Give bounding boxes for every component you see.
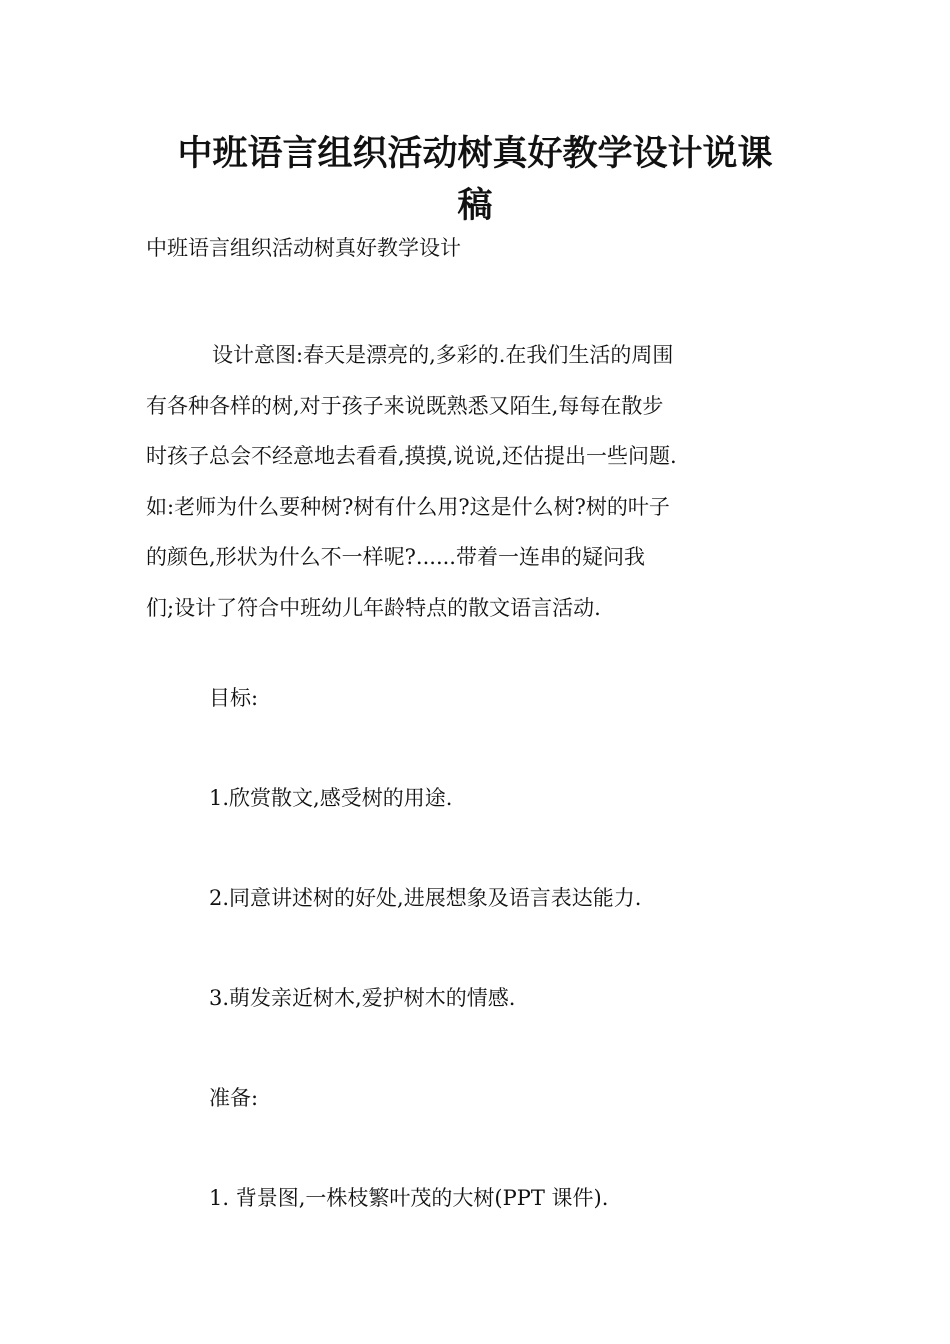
design-intent-paragraph [146, 330, 811, 634]
paragraph-line: 如:老师为什么要种树?树有什么用?这是什么树?树的叶子 [146, 494, 670, 519]
prep-item: 1. 背景图,一株枝繁叶茂的大树(PPT 课件). [209, 1186, 609, 1210]
paragraph-line: 的颜色,形状为什么不一样呢?......带着一连串的疑问我 [146, 545, 645, 570]
paragraph-line: 们;设计了符合中班幼儿年龄特点的散文语言活动. [146, 595, 601, 620]
goal-item: 1.欣赏散文,感受树的用途. [209, 786, 453, 810]
document-title [120, 128, 830, 232]
title-line-2: 稿 [457, 186, 493, 226]
title-line-1: 中班语言组织活动树真好教学设计说课 [177, 134, 773, 174]
goal-item: 2.同意讲述树的好处,进展想象及语言表达能力. [209, 886, 642, 910]
paragraph-line: 有各种各样的树,对于孩子来说既熟悉又陌生,每每在散步 [146, 393, 664, 418]
goal-item: 3.萌发亲近树木,爱护树木的情感. [209, 986, 516, 1010]
document-subtitle: 中班语言组织活动树真好教学设计 [146, 236, 461, 260]
paragraph-line: 设计意图:春天是漂亮的,多彩的.在我们生活的周围 [212, 343, 674, 367]
prep-heading: 准备: [209, 1086, 259, 1110]
paragraph-line: 时孩子总会不经意地去看看,摸摸,说说,还估提出一些问题. [146, 444, 677, 469]
goals-heading: 目标: [209, 686, 259, 710]
